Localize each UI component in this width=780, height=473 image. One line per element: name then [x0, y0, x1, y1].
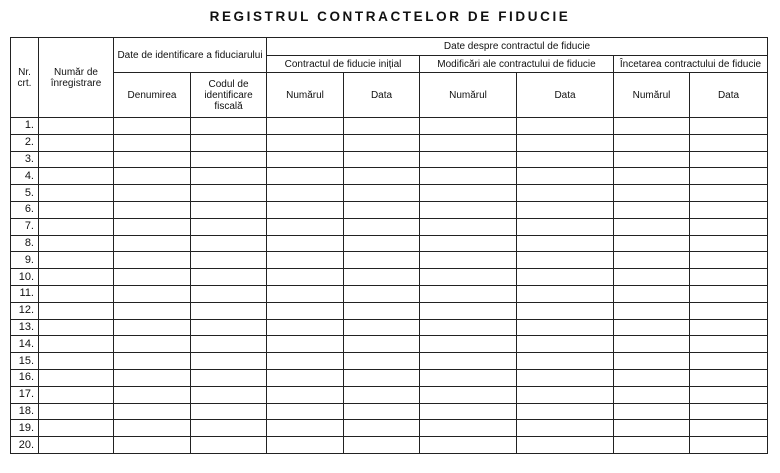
numarul-incetare-cell[interactable] — [614, 269, 690, 286]
numarul-modificari-cell[interactable] — [420, 218, 517, 235]
denumirea-cell[interactable] — [114, 403, 191, 420]
numar-inregistrare-cell[interactable] — [39, 118, 114, 135]
numarul-modificari-cell[interactable] — [420, 302, 517, 319]
data-initial-cell[interactable] — [344, 420, 420, 437]
header-denumirea: Denumirea — [114, 73, 191, 118]
table-row — [11, 285, 768, 302]
row-number: 19. — [11, 420, 39, 437]
cod-fiscal-cell[interactable] — [191, 269, 267, 286]
cod-fiscal-cell[interactable] — [191, 353, 267, 370]
numarul-incetare-cell[interactable] — [614, 420, 690, 437]
data-initial-cell[interactable] — [344, 336, 420, 353]
numarul-initial-cell[interactable] — [267, 386, 344, 403]
denumirea-cell[interactable] — [114, 168, 191, 185]
row-number: 2. — [11, 134, 39, 151]
numar-inregistrare-cell[interactable] — [39, 386, 114, 403]
cod-fiscal-cell[interactable] — [191, 235, 267, 252]
numarul-incetare-cell[interactable] — [614, 118, 690, 135]
header-modificari: Modificări ale contractului de fiducie — [420, 56, 614, 73]
numar-inregistrare-cell[interactable] — [39, 403, 114, 420]
numarul-incetare-cell[interactable] — [614, 386, 690, 403]
header-cod-fiscal: Codul de identificare fiscală — [191, 73, 267, 118]
data-incetare-cell[interactable] — [690, 218, 768, 235]
row-number: 14. — [11, 336, 39, 353]
register-table — [10, 37, 768, 454]
data-initial-cell[interactable] — [344, 269, 420, 286]
data-initial-cell[interactable] — [344, 185, 420, 202]
denumirea-cell[interactable] — [114, 134, 191, 151]
table-row — [11, 403, 768, 420]
data-modificari-cell[interactable] — [517, 336, 614, 353]
denumirea-cell[interactable] — [114, 252, 191, 269]
numar-inregistrare-cell[interactable] — [39, 235, 114, 252]
numar-inregistrare-cell[interactable] — [39, 269, 114, 286]
table-row — [11, 118, 768, 135]
numar-inregistrare-cell[interactable] — [39, 319, 114, 336]
row-number: 8. — [11, 235, 39, 252]
numarul-initial-cell[interactable] — [267, 437, 344, 454]
data-incetare-cell[interactable] — [690, 235, 768, 252]
table-row — [11, 269, 768, 286]
header-date-contract: Date despre contractul de fiducie — [267, 38, 768, 56]
header-incetarea: Încetarea contractului de fiducie — [614, 56, 768, 73]
data-initial-cell[interactable] — [344, 386, 420, 403]
row-number: 11. — [11, 285, 39, 302]
data-modificari-cell[interactable] — [517, 369, 614, 386]
numarul-incetare-cell[interactable] — [614, 134, 690, 151]
data-initial-cell[interactable] — [344, 168, 420, 185]
table-row — [11, 218, 768, 235]
table-row — [11, 420, 768, 437]
data-incetare-cell[interactable] — [690, 252, 768, 269]
numarul-incetare-cell[interactable] — [614, 168, 690, 185]
data-initial-cell[interactable] — [344, 285, 420, 302]
numarul-modificari-cell[interactable] — [420, 403, 517, 420]
row-number: 1. — [11, 118, 39, 135]
data-initial-cell[interactable] — [344, 302, 420, 319]
register-body — [11, 118, 768, 454]
numar-inregistrare-cell[interactable] — [39, 151, 114, 168]
row-number: 15. — [11, 353, 39, 370]
numarul-modificari-cell[interactable] — [420, 185, 517, 202]
numarul-initial-cell[interactable] — [267, 336, 344, 353]
numar-inregistrare-cell[interactable] — [39, 218, 114, 235]
header-numarul-modificari: Numărul — [420, 73, 517, 118]
numar-inregistrare-cell[interactable] — [39, 201, 114, 218]
data-incetare-cell[interactable] — [690, 302, 768, 319]
data-initial-cell[interactable] — [344, 235, 420, 252]
cod-fiscal-cell[interactable] — [191, 134, 267, 151]
numarul-incetare-cell[interactable] — [614, 252, 690, 269]
numarul-initial-cell[interactable] — [267, 151, 344, 168]
row-number: 3. — [11, 151, 39, 168]
numarul-initial-cell[interactable] — [267, 218, 344, 235]
data-modificari-cell[interactable] — [517, 185, 614, 202]
denumirea-cell[interactable] — [114, 353, 191, 370]
numarul-modificari-cell[interactable] — [420, 336, 517, 353]
data-incetare-cell[interactable] — [690, 151, 768, 168]
numarul-initial-cell[interactable] — [267, 168, 344, 185]
table-row — [11, 235, 768, 252]
data-initial-cell[interactable] — [344, 134, 420, 151]
numarul-modificari-cell[interactable] — [420, 134, 517, 151]
data-incetare-cell[interactable] — [690, 269, 768, 286]
numar-inregistrare-cell[interactable] — [39, 302, 114, 319]
cod-fiscal-cell[interactable] — [191, 403, 267, 420]
data-incetare-cell[interactable] — [690, 168, 768, 185]
data-modificari-cell[interactable] — [517, 218, 614, 235]
numar-inregistrare-cell[interactable] — [39, 168, 114, 185]
denumirea-cell[interactable] — [114, 369, 191, 386]
numarul-incetare-cell[interactable] — [614, 218, 690, 235]
denumirea-cell[interactable] — [114, 386, 191, 403]
numar-inregistrare-cell[interactable] — [39, 353, 114, 370]
numarul-incetare-cell[interactable] — [614, 437, 690, 454]
numarul-modificari-cell[interactable] — [420, 168, 517, 185]
table-row — [11, 437, 768, 454]
data-modificari-cell[interactable] — [517, 319, 614, 336]
cod-fiscal-cell[interactable] — [191, 151, 267, 168]
numarul-incetare-cell[interactable] — [614, 353, 690, 370]
numarul-incetare-cell[interactable] — [614, 302, 690, 319]
data-incetare-cell[interactable] — [690, 353, 768, 370]
row-number: 12. — [11, 302, 39, 319]
numarul-modificari-cell[interactable] — [420, 285, 517, 302]
numar-inregistrare-cell[interactable] — [39, 252, 114, 269]
row-number: 6. — [11, 201, 39, 218]
numarul-incetare-cell[interactable] — [614, 151, 690, 168]
data-incetare-cell[interactable] — [690, 185, 768, 202]
numar-inregistrare-cell[interactable] — [39, 134, 114, 151]
numar-inregistrare-cell[interactable] — [39, 336, 114, 353]
numarul-initial-cell[interactable] — [267, 134, 344, 151]
data-modificari-cell[interactable] — [517, 403, 614, 420]
header-data-initial: Data — [344, 73, 420, 118]
data-incetare-cell[interactable] — [690, 134, 768, 151]
header-date-fiduciar: Date de identificare a fiduciarului — [114, 38, 267, 73]
numarul-incetare-cell[interactable] — [614, 336, 690, 353]
cod-fiscal-cell[interactable] — [191, 118, 267, 135]
data-modificari-cell[interactable] — [517, 437, 614, 454]
denumirea-cell[interactable] — [114, 118, 191, 135]
numarul-initial-cell[interactable] — [267, 319, 344, 336]
table-row — [11, 336, 768, 353]
table-row — [11, 151, 768, 168]
header-data-modificari: Data — [517, 73, 614, 118]
row-number: 7. — [11, 218, 39, 235]
row-number: 13. — [11, 319, 39, 336]
data-incetare-cell[interactable] — [690, 369, 768, 386]
data-initial-cell[interactable] — [344, 369, 420, 386]
numar-inregistrare-cell[interactable] — [39, 185, 114, 202]
numarul-modificari-cell[interactable] — [420, 437, 517, 454]
data-incetare-cell[interactable] — [690, 437, 768, 454]
cod-fiscal-cell[interactable] — [191, 252, 267, 269]
data-modificari-cell[interactable] — [517, 302, 614, 319]
data-incetare-cell[interactable] — [690, 420, 768, 437]
numarul-initial-cell[interactable] — [267, 369, 344, 386]
header-data-incetare: Data — [690, 73, 768, 118]
data-initial-cell[interactable] — [344, 252, 420, 269]
row-number: 9. — [11, 252, 39, 269]
data-modificari-cell[interactable] — [517, 353, 614, 370]
row-number: 5. — [11, 185, 39, 202]
numarul-modificari-cell[interactable] — [420, 353, 517, 370]
numarul-incetare-cell[interactable] — [614, 285, 690, 302]
data-incetare-cell[interactable] — [690, 336, 768, 353]
data-initial-cell[interactable] — [344, 218, 420, 235]
cod-fiscal-cell[interactable] — [191, 201, 267, 218]
data-initial-cell[interactable] — [344, 151, 420, 168]
data-initial-cell[interactable] — [344, 201, 420, 218]
data-incetare-cell[interactable] — [690, 403, 768, 420]
data-modificari-cell[interactable] — [517, 134, 614, 151]
table-row — [11, 369, 768, 386]
row-number: 4. — [11, 168, 39, 185]
data-initial-cell[interactable] — [344, 353, 420, 370]
numarul-initial-cell[interactable] — [267, 252, 344, 269]
data-incetare-cell[interactable] — [690, 386, 768, 403]
numarul-modificari-cell[interactable] — [420, 319, 517, 336]
data-modificari-cell[interactable] — [517, 386, 614, 403]
cod-fiscal-cell[interactable] — [191, 319, 267, 336]
cod-fiscal-cell[interactable] — [191, 437, 267, 454]
data-modificari-cell[interactable] — [517, 285, 614, 302]
data-modificari-cell[interactable] — [517, 151, 614, 168]
denumirea-cell[interactable] — [114, 302, 191, 319]
numarul-initial-cell[interactable] — [267, 118, 344, 135]
cod-fiscal-cell[interactable] — [191, 185, 267, 202]
page-title: REGISTRUL CONTRACTELOR DE FIDUCIE — [209, 9, 571, 24]
numarul-incetare-cell[interactable] — [614, 201, 690, 218]
numarul-modificari-cell[interactable] — [420, 269, 517, 286]
data-incetare-cell[interactable] — [690, 285, 768, 302]
numarul-initial-cell[interactable] — [267, 185, 344, 202]
row-number: 18. — [11, 403, 39, 420]
denumirea-cell[interactable] — [114, 235, 191, 252]
numarul-initial-cell[interactable] — [267, 285, 344, 302]
numarul-incetare-cell[interactable] — [614, 319, 690, 336]
numarul-modificari-cell[interactable] — [420, 252, 517, 269]
numarul-initial-cell[interactable] — [267, 201, 344, 218]
cod-fiscal-cell[interactable] — [191, 420, 267, 437]
row-number: 10. — [11, 269, 39, 286]
data-incetare-cell[interactable] — [690, 201, 768, 218]
table-row — [11, 353, 768, 370]
data-incetare-cell[interactable] — [690, 118, 768, 135]
data-incetare-cell[interactable] — [690, 319, 768, 336]
denumirea-cell[interactable] — [114, 151, 191, 168]
denumirea-cell[interactable] — [114, 201, 191, 218]
header-numarul-incetare: Numărul — [614, 73, 690, 118]
cod-fiscal-cell[interactable] — [191, 386, 267, 403]
header-nr-crt: Nr. crt. — [11, 38, 39, 118]
data-initial-cell[interactable] — [344, 118, 420, 135]
row-number: 20. — [11, 437, 39, 454]
numarul-incetare-cell[interactable] — [614, 185, 690, 202]
numar-inregistrare-cell[interactable] — [39, 420, 114, 437]
numarul-incetare-cell[interactable] — [614, 369, 690, 386]
numarul-initial-cell[interactable] — [267, 353, 344, 370]
data-modificari-cell[interactable] — [517, 420, 614, 437]
table-row — [11, 319, 768, 336]
numarul-modificari-cell[interactable] — [420, 118, 517, 135]
cod-fiscal-cell[interactable] — [191, 369, 267, 386]
row-number: 16. — [11, 369, 39, 386]
header-numarul-initial: Numărul — [267, 73, 344, 118]
numarul-initial-cell[interactable] — [267, 302, 344, 319]
data-modificari-cell[interactable] — [517, 118, 614, 135]
table-row — [11, 134, 768, 151]
data-initial-cell[interactable] — [344, 403, 420, 420]
table-row — [11, 302, 768, 319]
table-row — [11, 185, 768, 202]
denumirea-cell[interactable] — [114, 285, 191, 302]
row-number: 17. — [11, 386, 39, 403]
numarul-incetare-cell[interactable] — [614, 403, 690, 420]
numarul-modificari-cell[interactable] — [420, 420, 517, 437]
cod-fiscal-cell[interactable] — [191, 302, 267, 319]
data-initial-cell[interactable] — [344, 319, 420, 336]
denumirea-cell[interactable] — [114, 269, 191, 286]
cod-fiscal-cell[interactable] — [191, 285, 267, 302]
data-modificari-cell[interactable] — [517, 168, 614, 185]
numarul-initial-cell[interactable] — [267, 420, 344, 437]
table-row — [11, 252, 768, 269]
data-modificari-cell[interactable] — [517, 269, 614, 286]
cod-fiscal-cell[interactable] — [191, 336, 267, 353]
header-contract-initial: Contractul de fiducie inițial — [267, 56, 420, 73]
table-row — [11, 168, 768, 185]
denumirea-cell[interactable] — [114, 185, 191, 202]
data-modificari-cell[interactable] — [517, 201, 614, 218]
numar-inregistrare-cell[interactable] — [39, 437, 114, 454]
denumirea-cell[interactable] — [114, 437, 191, 454]
numar-inregistrare-cell[interactable] — [39, 285, 114, 302]
numarul-initial-cell[interactable] — [267, 235, 344, 252]
cod-fiscal-cell[interactable] — [191, 218, 267, 235]
numarul-initial-cell[interactable] — [267, 403, 344, 420]
numarul-initial-cell[interactable] — [267, 269, 344, 286]
denumirea-cell[interactable] — [114, 336, 191, 353]
cod-fiscal-cell[interactable] — [191, 168, 267, 185]
numarul-modificari-cell[interactable] — [420, 369, 517, 386]
table-row — [11, 386, 768, 403]
numarul-modificari-cell[interactable] — [420, 386, 517, 403]
numar-inregistrare-cell[interactable] — [39, 369, 114, 386]
data-modificari-cell[interactable] — [517, 252, 614, 269]
numarul-modificari-cell[interactable] — [420, 151, 517, 168]
header-numar-inregistrare: Număr de înregistrare — [39, 38, 114, 118]
numarul-incetare-cell[interactable] — [614, 235, 690, 252]
denumirea-cell[interactable] — [114, 319, 191, 336]
numarul-modificari-cell[interactable] — [420, 201, 517, 218]
data-initial-cell[interactable] — [344, 437, 420, 454]
data-modificari-cell[interactable] — [517, 235, 614, 252]
numarul-modificari-cell[interactable] — [420, 235, 517, 252]
denumirea-cell[interactable] — [114, 420, 191, 437]
denumirea-cell[interactable] — [114, 218, 191, 235]
table-row — [11, 201, 768, 218]
